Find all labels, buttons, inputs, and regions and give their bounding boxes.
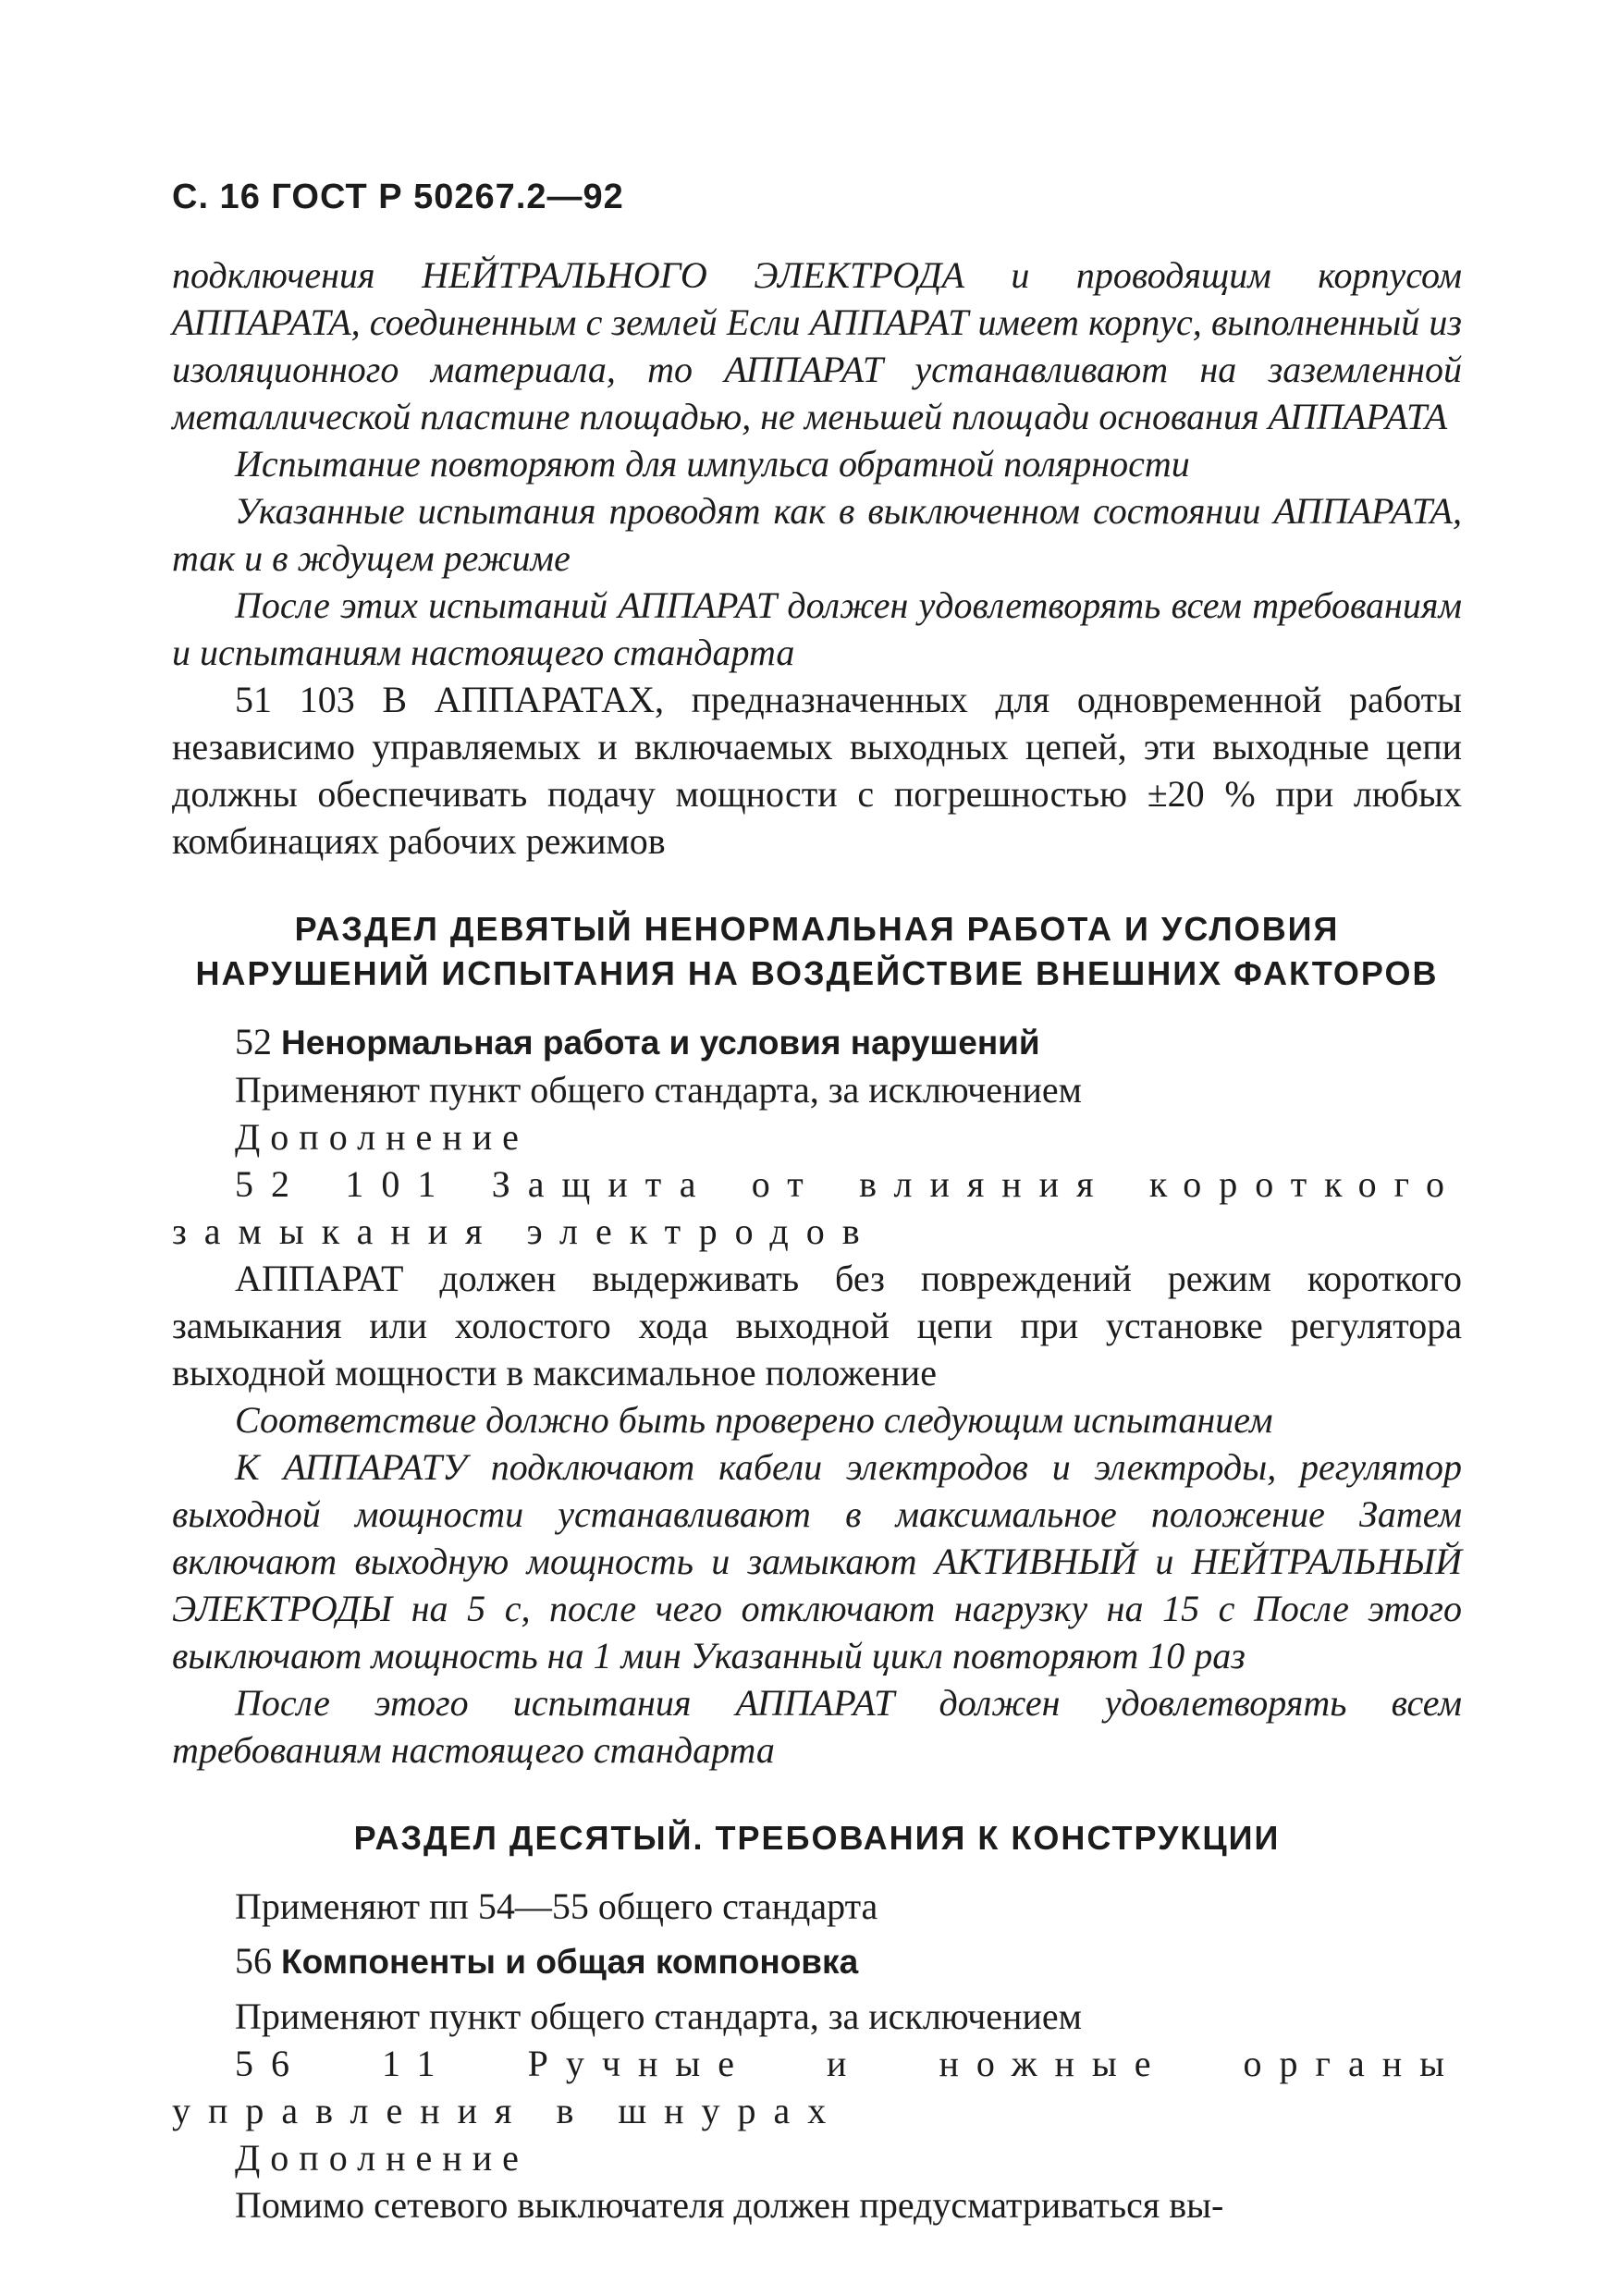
spacer <box>172 865 1462 907</box>
spacer <box>172 1774 1462 1816</box>
paragraph: 56 11 Ручные и ножные органы управления в шнурах <box>172 2043 1462 2131</box>
italic-paragraph: подключения НЕЙТРАЛЬНОГО ЭЛЕКТРОДА и проводящим корпусом АППАРАТА, соединенным с землей Если АППАРАТ имеет корпус, выполненный из изоляционного материала, то АППАРАТ устанавливают на заземленной металлической пластине площадью, не меньшей площади основания АППАРАТА <box>172 254 1462 437</box>
italic-paragraph: После этих испытаний АППАРАТ должен удовлетворять всем требованиям и испытаниям настоящего стандарта <box>172 584 1462 673</box>
paragraph: 51 103 В АППАРАТАХ, предназначенных для одновременной работы независимо управляемых и включаемых выходных цепей, эти выходные цепи должны обеспечивать подачу мощности с погрешностью ±20 % при любых комбинациях рабочих режимов <box>172 679 1462 862</box>
spacer <box>172 1860 1462 1883</box>
paragraph: Применяют пункт общего стандарта, за исключением <box>235 1995 1082 2037</box>
paragraph: Дополнение <box>235 2137 529 2179</box>
italic-paragraph: К АППАРАТУ подключают кабели электродов и электроды, регулятор выходной мощности устанавливают в максимальное положение Затем включают выходную мощность и замыкают АКТИВНЫЙ и НЕЙТРАЛЬНЫЙ ЭЛЕКТРОДЫ на 5 с, после чего отключают нагрузку на 15 с После этого выключают мощность на 1 мин Указанный цикл повторяют 10 раз <box>172 1446 1462 1676</box>
spacer <box>172 996 1462 1018</box>
spacer <box>172 1930 1462 1937</box>
paragraph: АППАРАТ должен выдерживать без повреждений режим короткого замыкания или холостого хода выходной цепи при установке регулятора выходной мощности в максимальное положение <box>172 1258 1462 1394</box>
section-heading <box>172 907 1462 996</box>
section-heading-line: НАРУШЕНИЙ ИСПЫТАНИЯ НА ВОЗДЕЙСТВИЕ ВНЕШНИХ ФАКТОРОВ <box>195 954 1439 992</box>
paragraph: Дополнение <box>235 1116 529 1158</box>
italic-paragraph: Испытание повторяют для импульса обратной полярности <box>235 443 1190 485</box>
paragraph: Применяют пп 54—55 общего стандарта <box>235 1885 878 1927</box>
clause-number: 52 <box>235 1021 272 1062</box>
italic-paragraph: После этого испытания АППАРАТ должен удовлетворять всем требованиям настоящего стандарта <box>172 1682 1462 1771</box>
italic-paragraph: Указанные испытания проводят как в выключенном состоянии АППАРАТА, так и в ждущем режиме <box>172 490 1462 579</box>
section-heading-line: РАЗДЕЛ ДЕСЯТЫЙ. ТРЕБОВАНИЯ К КОНСТРУКЦИИ <box>353 1819 1281 1857</box>
clause-title: Ненормальная работа и условия нарушений <box>281 1024 1040 1062</box>
clause-number: 56 <box>235 1940 272 1982</box>
italic-paragraph: Соответствие должно быть проверено следующим испытанием <box>235 1399 1273 1441</box>
document-body <box>172 252 1462 2228</box>
section-heading-line: РАЗДЕЛ ДЕВЯТЫЙ НЕНОРМАЛЬНАЯ РАБОТА И УСЛОВИЯ <box>294 910 1340 948</box>
paragraph: 52 101 Защита от влияния короткого замыкания электродов <box>172 1163 1462 1252</box>
page-header: С. 16 ГОСТ Р 50267.2—92 <box>172 178 624 216</box>
clause-heading <box>172 1018 1462 1066</box>
paragraph: Применяют пункт общего стандарта, за исключением <box>235 1069 1082 1111</box>
clause-heading <box>172 1937 1462 1985</box>
section-heading <box>172 1816 1462 1860</box>
clause-title: Компоненты и общая компоновка <box>281 1943 859 1981</box>
spacer <box>172 1985 1462 1993</box>
paragraph: Помимо сетевого выключателя должен предусматриваться вы- <box>235 2184 1224 2226</box>
